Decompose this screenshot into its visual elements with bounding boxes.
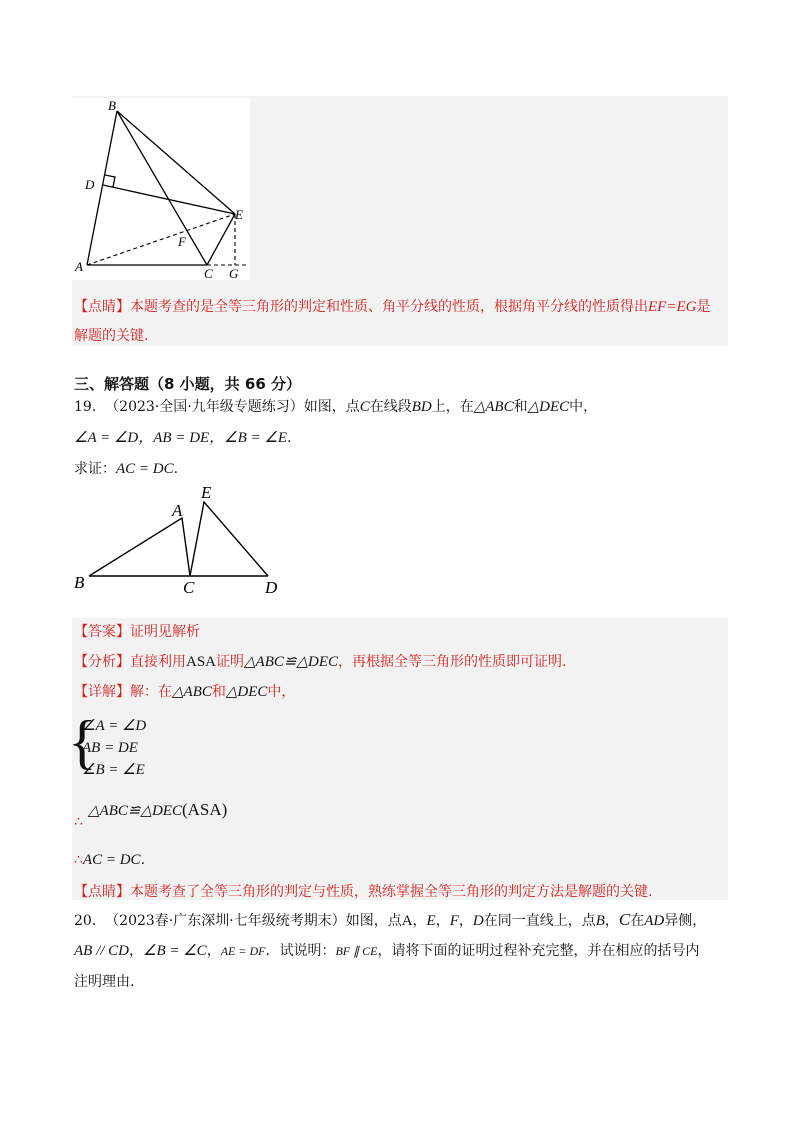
label-d: D	[85, 177, 95, 192]
system-eq-2: AB = DE	[82, 740, 138, 756]
q19-period: .	[287, 430, 292, 446]
q20-sep-5: ，	[129, 943, 143, 959]
q19-line-1	[74, 397, 597, 417]
analysis-text-2: 证明	[216, 654, 245, 670]
therefore-1	[74, 812, 83, 832]
q20-length-condition: AE = DF	[220, 944, 266, 958]
q20-text-d: 异侧，	[664, 913, 707, 929]
q20-point-c: C	[618, 910, 631, 929]
label-c: C	[204, 266, 213, 280]
tip-1-line-2	[74, 326, 148, 346]
q20-parallel-given: AB // CD	[74, 943, 129, 959]
fig2-label-c: C	[183, 578, 195, 597]
label-a: A	[75, 259, 83, 274]
detail-line	[74, 682, 295, 702]
system-line-2	[82, 738, 138, 758]
answer-tag: 【答案】	[74, 624, 130, 640]
analysis-tag: 【分析】	[74, 654, 130, 670]
tip-1-text: 本题考查的是全等三角形的判定和性质、角平分线的性质，根据角平分线的性质得出	[130, 299, 648, 315]
figure-1-background	[72, 98, 250, 280]
q20-text-explain: 试说明：	[279, 943, 336, 959]
q20-segment-ad: AD	[644, 913, 665, 929]
fig2-label-a: A	[172, 501, 183, 520]
q19-triangle-1: △ABC	[473, 399, 514, 415]
tip-1-tag: 【点睛】	[74, 299, 130, 315]
q19-source: （2023·全国·九年级专题练习）如图，点	[105, 399, 360, 415]
tip-2-text: 本题考查了全等三角形的判定与性质，熟练掌握全等三角形的判定方法是解题的关键.	[130, 884, 653, 900]
q20-angle-condition: ∠B = ∠C	[143, 943, 207, 959]
detail-conclusion-end: .	[140, 852, 146, 868]
analysis-text-3: ，再根据全等三角形的性质即可证明.	[338, 654, 567, 670]
detail-text-end: 中，	[267, 684, 296, 700]
q19-number: 19.	[74, 399, 97, 415]
q20-sep-3: ，	[458, 913, 473, 929]
q20-point-f: F	[449, 913, 459, 929]
detail-conclusion: AC = DC	[82, 852, 141, 868]
analysis-text-1: 直接利用	[130, 654, 186, 670]
detail-congruence: △ABC≌△DEC	[88, 803, 182, 819]
label-g: G	[229, 266, 239, 280]
triangle-dec	[190, 502, 268, 576]
q20-point-a: A	[401, 913, 413, 929]
q19-line-2	[74, 428, 291, 448]
q20-line-1	[74, 910, 706, 931]
detail-asa: (ASA)	[181, 800, 228, 819]
analysis-congruence: △ABC≌△DEC	[244, 654, 338, 670]
q20-point-b: B	[595, 913, 605, 929]
system-brace: {	[68, 709, 97, 775]
tip-1-math: EF=EG	[648, 299, 697, 315]
detail-tag: 【详解】	[74, 684, 130, 700]
system-line-1	[82, 716, 146, 736]
q19-point-c: C	[359, 399, 370, 415]
answer-line	[74, 622, 200, 642]
therefore-symbol-1: ∴	[74, 814, 83, 830]
q20-point-d: D	[472, 913, 484, 929]
detail-text-1: 解：在	[130, 684, 172, 700]
q20-source: （2023春·广东深圳·七年级统考期末）如图，点	[105, 913, 402, 929]
q19-text-and: 和	[513, 399, 528, 415]
therefore-symbol-2: ∴	[74, 852, 83, 868]
q20-text-e: ，请将下面的证明过程补充完整，并在相应的括号内	[377, 943, 700, 959]
fig2-label-e: E	[201, 483, 212, 502]
q19-prove-end: .	[173, 461, 179, 477]
q20-line-2: AB // CD，∠B = ∠C，AE = DF．试说明：BF ∥ CE，请将下面的证明过程补充完整，并在相应的括号内	[74, 943, 700, 959]
detail-triangle-2: △DEC	[225, 684, 268, 700]
q20-number: 20.	[74, 913, 97, 929]
q20-text-b: 在同一直线上，点	[483, 913, 596, 929]
analysis-line	[74, 652, 566, 672]
q19-text-a: 在线段	[369, 399, 412, 415]
tip-2-line	[74, 882, 652, 902]
q20-text-f: 注明理由.	[74, 974, 135, 990]
system-eq-3: ∠B = ∠E	[82, 762, 145, 778]
fig2-label-b: B	[74, 573, 85, 592]
tip-2-tag: 【点睛】	[74, 884, 130, 900]
tip-1-text-end: 是	[696, 299, 711, 315]
q20-text-c: 在	[630, 913, 645, 929]
triangle-abc	[89, 518, 190, 576]
q20-sep-2: ，	[435, 913, 450, 929]
detail-triangle-1: △ABC	[172, 684, 212, 700]
analysis-asa: ASA	[186, 654, 217, 670]
q19-line-3	[74, 459, 178, 479]
figure-1	[72, 98, 250, 280]
q20-line-3	[74, 972, 134, 992]
q19-prove-label: 求证：	[74, 461, 116, 477]
detail-text-and: 和	[211, 684, 226, 700]
q20-sep-6: ，	[206, 943, 221, 959]
tip-1-line-1	[74, 297, 710, 317]
figure-2	[70, 482, 290, 597]
label-f: F	[178, 234, 186, 249]
label-e: E	[235, 207, 243, 222]
system-line-3	[82, 760, 145, 780]
congruence-line	[88, 800, 227, 821]
q20-sep-4: ，	[604, 913, 619, 929]
conclusion-line	[74, 850, 145, 870]
tip-1-line-2-text: 解题的关键.	[74, 328, 149, 344]
q19-triangle-2: △DEC	[527, 399, 570, 415]
fig2-label-d: D	[265, 578, 278, 597]
q19-text-end: 中，	[569, 399, 598, 415]
system-eq-1: ∠A = ∠D	[82, 718, 147, 734]
section-heading: 三、解答题（8 小题，共 66 分）	[74, 375, 301, 393]
q19-text-b: 上，在	[431, 399, 474, 415]
q19-prove-statement: AC = DC	[116, 461, 174, 477]
q19-conditions: ∠A = ∠D，AB = DE，∠B = ∠E	[74, 430, 288, 446]
q19-segment: BD	[411, 399, 432, 415]
q20-sep-1: ，	[412, 913, 427, 929]
q20-parallel-prove: BF ∥ CE	[335, 944, 378, 958]
q20-point-e: E	[426, 913, 436, 929]
answer-text: 证明见解析	[130, 624, 200, 640]
label-b: B	[108, 98, 116, 113]
